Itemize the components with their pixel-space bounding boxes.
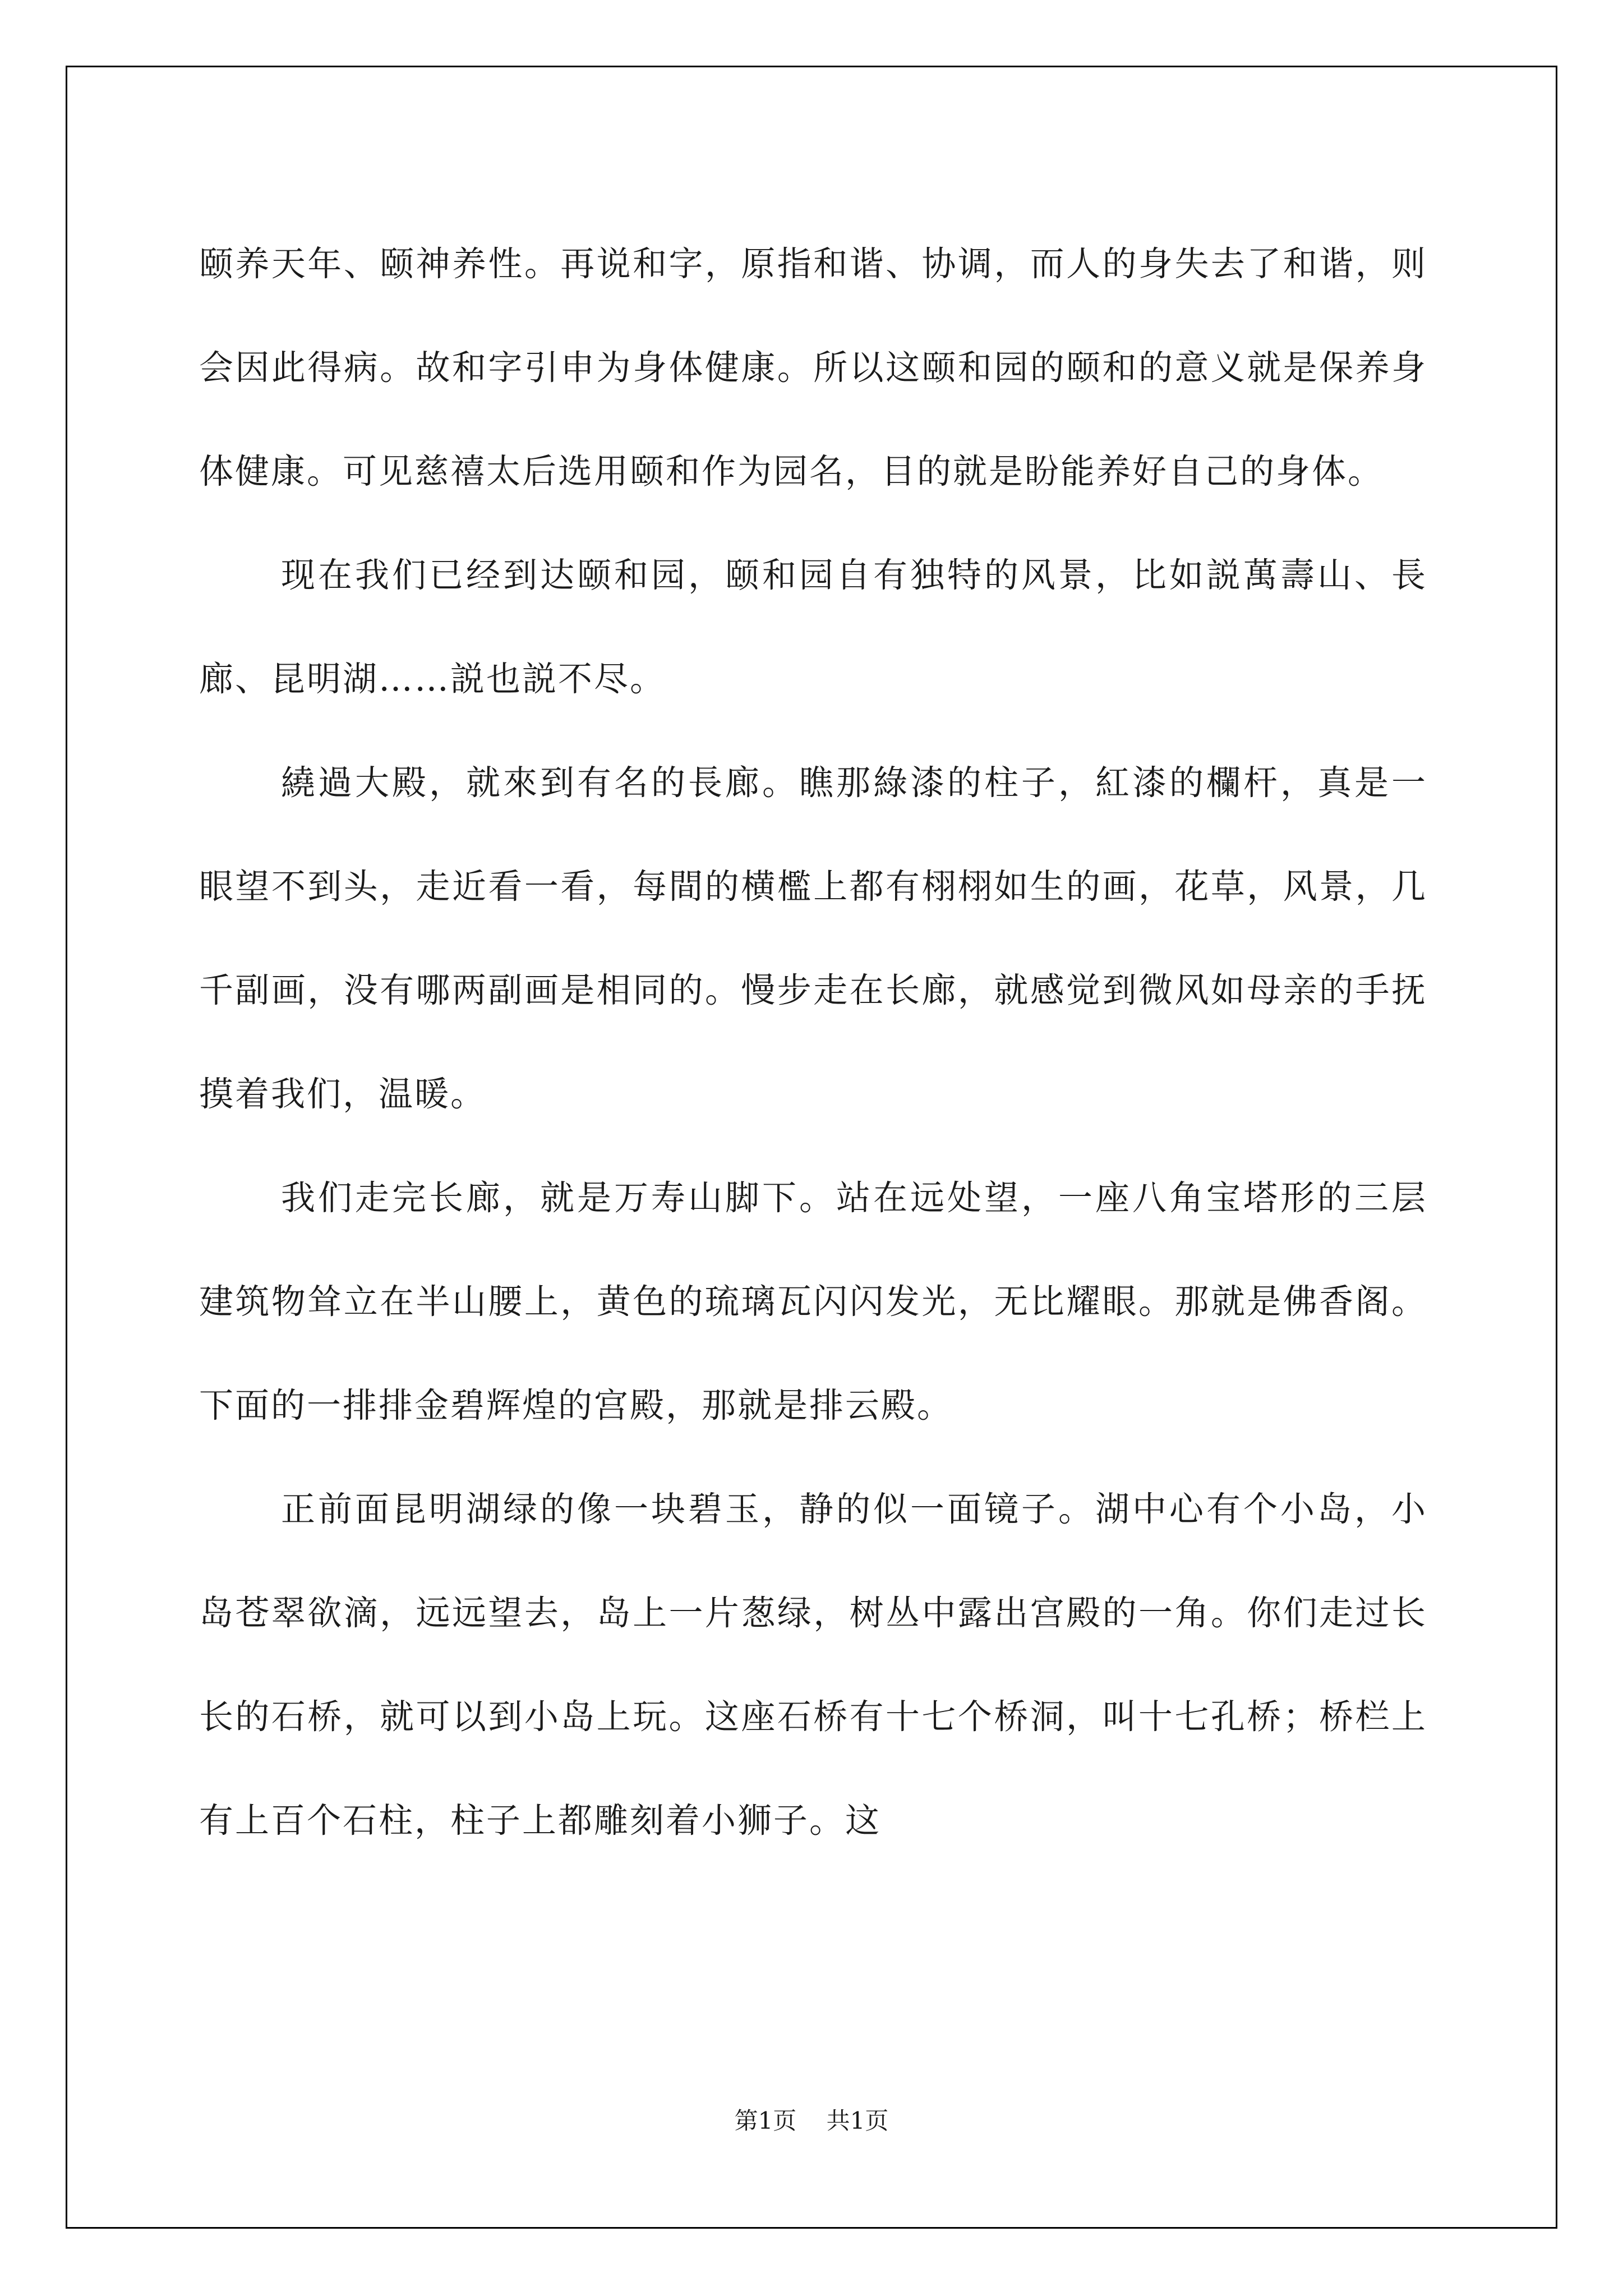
paragraph: 颐养天年、颐神养性。再说和字，原指和谐、协调，而人的身失去了和谐，则会因此得病。故和字引申为身体健康。所以这颐和园的颐和的意义就是保养身体健康。可见慈禧太后选用颐和作为园名，目的就是盼能养好自己的身体。: [199, 244, 1427, 491]
paragraph: 正前面昆明湖绿的像一块碧玉，静的似一面镜子。湖中心有个小岛，小岛苍翠欲滴，远远望去，岛上一片葱绿，树丛中露出宫殿的一角。你们走过长长的石桥，就可以到小岛上玩。这座石桥有十七个桥洞，叫十七孔桥；桥栏上有上百个石柱，柱子上都雕刻着小狮子。这: [199, 1489, 1427, 1841]
paragraph: 繞過大殿，就來到有名的長廊。瞧那綠漆的柱子，紅漆的欄杆，真是一眼望不到头，走近看一看，每間的横檻上都有栩栩如生的画，花草，风景，几千副画，没有哪两副画是相同的。慢步走在长廊，就感觉到微风如母亲的手抚摸着我们，温暖。: [199, 763, 1427, 1114]
paragraph: 我们走完长廊，就是万寿山脚下。站在远处望，一座八角宝塔形的三层建筑物耸立在半山腰上，黄色的琉璃瓦闪闪发光，无比耀眼。那就是佛香阁。下面的一排排金碧辉煌的宫殿，那就是排云殿。: [199, 1178, 1427, 1425]
page-number: 第1页 共1页: [734, 2107, 889, 2134]
document-body: [199, 212, 1427, 1872]
paragraph: 现在我们已经到达颐和园，颐和园自有独特的风景，比如説萬壽山、長廊、昆明湖……説也説不尽。: [199, 555, 1427, 699]
